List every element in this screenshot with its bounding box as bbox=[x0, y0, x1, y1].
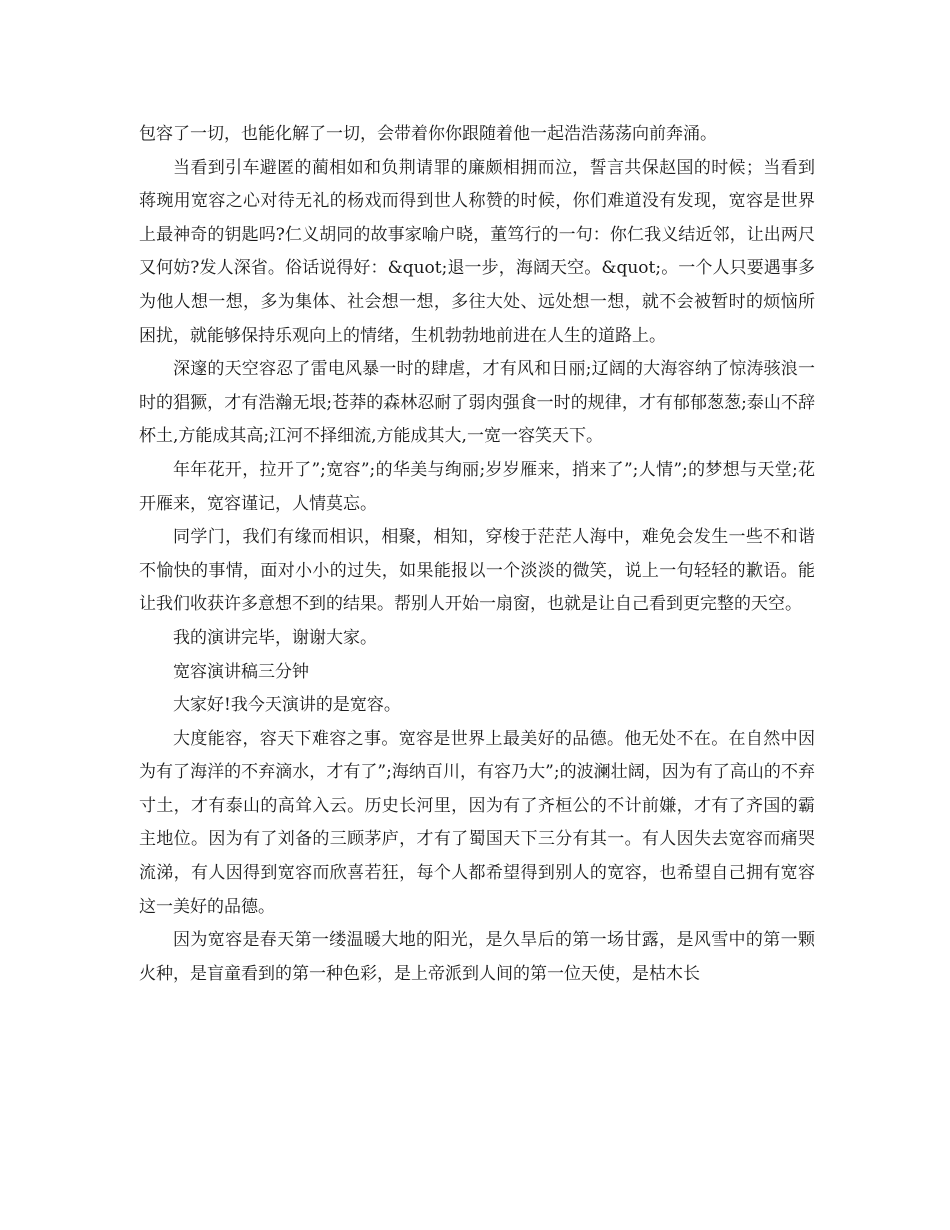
document-body bbox=[139, 118, 815, 991]
paragraph: 深邃的天空容忍了雷电风暴一时的肆虐，才有风和日丽;辽阔的大海容纳了惊涛骇浪一时的猖獗，才有浩瀚无垠;苍莽的森林忍耐了弱肉强食一时的规律，才有郁郁葱葱;泰山不辞杯土,方能成其高;江河不择细流,方能成其大,一宽一容笑天下。 bbox=[139, 359, 815, 447]
paragraph: 因为宽容是春天第一缕温暖大地的阳光，是久旱后的第一场甘露，是风雪中的第一颗火种，是盲童看到的第一种色彩，是上帝派到人间的第一位天使，是枯木长 bbox=[139, 930, 815, 984]
paragraph: 当看到引车避匿的蔺相如和负荆请罪的廉颇相拥而泣，誓言共保赵国的时候；当看到蒋琬用宽容之心对待无礼的杨戏而得到世人称赞的时候，你们难道没有发现，宽容是世界上最神奇的钥匙吗?仁义胡同的故事家喻户晓，董笃行的一句：你仁我义结近邻，让出两尺又何妨?发人深省。俗话说得好：&quot;退一步，海阔天空。&quot;。一个人只要遇事多为他人想一想，多为集体、社会想一想，多往大处、远处想一想，就不会被暂时的烦恼所困扰，就能够保持乐观向上的情绪，生机勃勃地前进在人生的道路上。 bbox=[139, 157, 815, 346]
paragraph: 大度能容，容天下难容之事。宽容是世界上最美好的品德。他无处不在。在自然中因为有了海洋的不弃滴水，才有了”;海纳百川，有容乃大”;的波澜壮阔，因为有了高山的不弃寸土，才有泰山的高耸入云。历史长河里，因为有了齐桓公的不计前嫌，才有了齐国的霸主地位。因为有了刘备的三顾茅庐，才有了蜀国天下三分有其一。有人因失去宽容而痛哭流涕，有人因得到宽容而欣喜若狂，每个人都希望得到别人的宽容，也希望自己拥有宽容这一美好的品德。 bbox=[139, 728, 815, 917]
paragraph: 年年花开，拉开了”;宽容”;的华美与绚丽;岁岁雁来，捎来了”;人情”;的梦想与天堂;花开雁来，宽容谨记，人情莫忘。 bbox=[139, 459, 815, 514]
paragraph: 大家好!我今天演讲的是宽容。 bbox=[173, 695, 401, 716]
paragraph: 我的演讲完毕，谢谢大家。 bbox=[173, 627, 377, 648]
section-heading: 宽容演讲稿三分钟 bbox=[173, 661, 309, 682]
paragraph: 同学门，我们有缘而相识，相聚，相知，穿梭于茫茫人海中，难免会发生一些不和谐不愉快的事情，面对小小的过失，如果能报以一个淡淡的微笑，说上一句轻轻的歉语。能让我们收获许多意想不到的结果。帮别人开始一扇窗，也就是让自己看到更完整的天空。 bbox=[139, 527, 815, 615]
paragraph: 包容了一切，也能化解了一切，会带着你你跟随着他一起浩浩荡荡向前奔涌。 bbox=[139, 124, 717, 144]
